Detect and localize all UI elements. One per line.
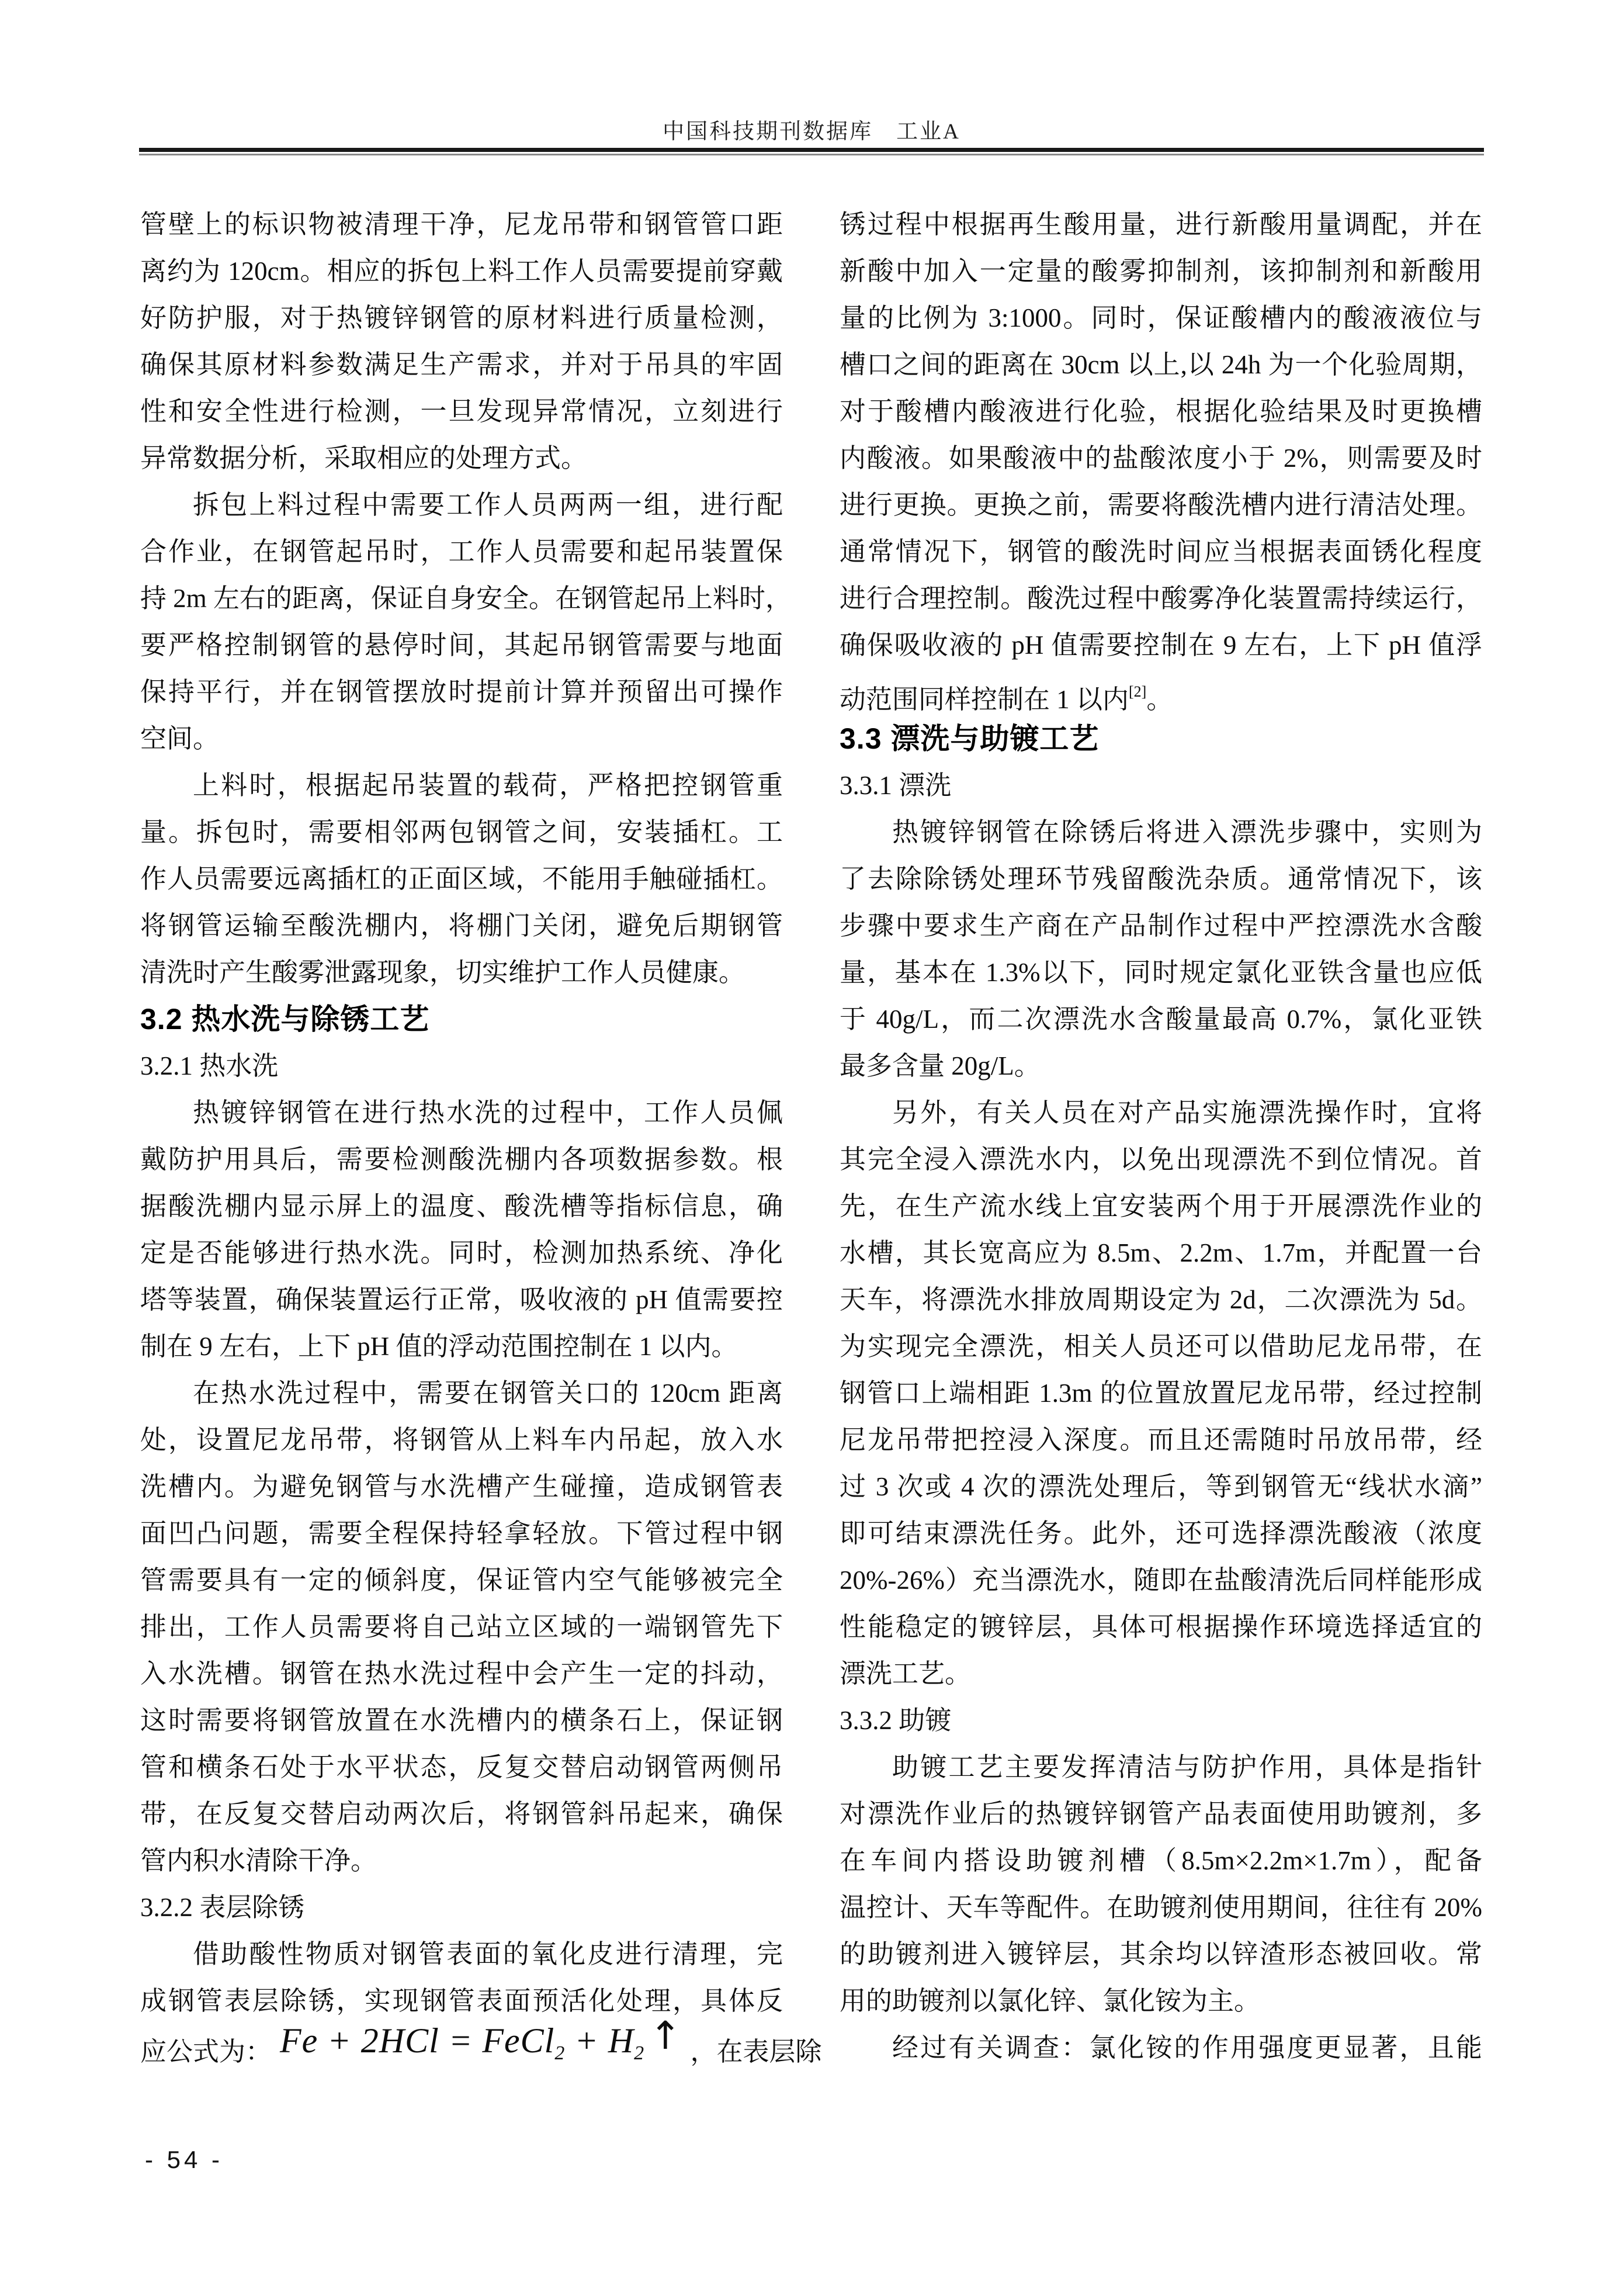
- text-line: 定是否能够进行热水洗。同时，检测加热系统、净化: [140, 1238, 783, 1268]
- text-line: 成钢管表层除锈，实现钢管表面预活化处理，具体反: [140, 1986, 783, 2016]
- text-line: 温控计、天车等配件。在助镀剂使用期间，往往有 20%: [840, 1893, 1482, 1922]
- chemical-formula: Fe + 2HCl = FeCl$_2$ + $H_2$ ↑: [280, 2013, 682, 2064]
- text-line: 入水洗槽。钢管在热水洗过程中会产生一定的抖动，: [140, 1659, 783, 1688]
- text-line: 热镀锌钢管在进行热水洗的过程中，工作人员佩: [193, 1098, 783, 1127]
- text-line: 拆包上料过程中需要工作人员两两一组，进行配: [193, 490, 783, 520]
- text-line: 尼龙吊带把控浸入深度。而且还需随时吊放吊带，经: [840, 1425, 1482, 1455]
- text-line: 管需要具有一定的倾斜度，保证管内空气能够被完全: [140, 1566, 783, 1595]
- text-line: 将钢管运输至酸洗棚内，将棚门关闭，避免后期钢管: [140, 911, 783, 940]
- text-line: 合作业，在钢管起吊时，工作人员需要和起吊装置保: [140, 537, 783, 566]
- header-rule: [139, 148, 1484, 152]
- text-line: 空间。: [140, 724, 220, 753]
- text-line: 水槽，其长宽高应为 8.5m、2.2m、1.7m，并配置一台: [840, 1238, 1482, 1268]
- text-line: 作人员需要远离插杠的正面区域，不能用手触碰插杠。: [140, 864, 783, 894]
- text-line: 管内积水清除干净。: [140, 1846, 377, 1875]
- text-line: 这时需要将钢管放置在水洗槽内的横条石上，保证钢: [140, 1706, 783, 1735]
- text-line: 借助酸性物质对钢管表面的氧化皮进行清理，完: [193, 1940, 783, 1969]
- subsection-heading: 3.3.1 漂洗: [840, 771, 952, 800]
- text-line: 要严格控制钢管的悬停时间，其起吊钢管需要与地面: [140, 631, 783, 660]
- text-line: 制在 9 左右，上下 pH 值的浮动范围控制在 1 以内。: [140, 1332, 738, 1361]
- text-line: 量，基本在 1.3%以下，同时规定氯化亚铁含量也应低: [840, 958, 1482, 987]
- section-heading: 3.3 漂洗与助镀工艺: [840, 722, 1100, 755]
- text-line: 槽口之间的距离在 30cm 以上,以 24h 为一个化验周期，: [840, 350, 1482, 379]
- text-line: 经过有关调查：氯化铵的作用强度更显著，且能: [892, 2033, 1482, 2062]
- text-line: 于 40g/L，而二次漂洗水含酸量最高 0.7%，氯化亚铁: [840, 1005, 1482, 1034]
- section-heading: 3.2 热水洗与除锈工艺: [140, 1003, 430, 1036]
- text-line: 量的比例为 3:1000。同时，保证酸槽内的酸液液位与: [840, 303, 1482, 333]
- text-line: 锈过程中根据再生酸用量，进行新酸用量调配，并在: [840, 210, 1482, 239]
- text-line: 新酸中加入一定量的酸雾抑制剂，该抑制剂和新酸用: [840, 257, 1482, 286]
- text-line: 钢管口上端相距 1.3m 的位置放置尼龙吊带，经过控制: [840, 1379, 1482, 1408]
- text-line: 对漂洗作业后的热镀锌钢管产品表面使用助镀剂，多: [840, 1799, 1482, 1829]
- subsection-heading: 3.2.1 热水洗: [140, 1051, 279, 1081]
- text-line: 的助镀剂进入镀锌层，其余均以锌渣形态被回收。常: [840, 1940, 1482, 1969]
- formula-line: 应公式为： Fe + 2HCl = FeCl$_2$ + $H_2$ ↑ ，在表层除: [140, 2024, 783, 2071]
- text-line: 内酸液。如果酸液中的盐酸浓度小于 2%，则需要及时: [840, 444, 1482, 473]
- text-line: 了去除除锈处理环节残留酸洗杂质。通常情况下，该: [840, 864, 1482, 894]
- text-line: 20%-26%）充当漂洗水，随即在盐酸清洗后同样能形成: [840, 1566, 1482, 1595]
- text-line: 通常情况下，钢管的酸洗时间应当根据表面锈化程度: [840, 537, 1482, 566]
- journal-header: 中国科技期刊数据库 工业A: [663, 120, 960, 144]
- text-line: 其完全浸入漂洗水内，以免出现漂洗不到位情况。首: [840, 1145, 1482, 1174]
- text-line: 助镀工艺主要发挥清洁与防护作用，具体是指针: [892, 1753, 1482, 1782]
- text-line: 过 3 次或 4 次的漂洗处理后，等到钢管无“线状水滴”: [840, 1472, 1482, 1501]
- text-line: 漂洗工艺。: [840, 1659, 972, 1688]
- subsection-heading: 3.3.2 助镀: [840, 1706, 952, 1735]
- page-number: - 54 -: [145, 2146, 224, 2173]
- text-line: 即可结束漂洗任务。此外，还可选择漂洗酸液（浓度: [840, 1519, 1482, 1548]
- text-line: 性能稳定的镀锌层，具体可根据操作环境选择适宜的: [840, 1612, 1482, 1642]
- text-line: 上料时，根据起吊装置的载荷，严格把控钢管重: [193, 771, 783, 800]
- text-line: 在热水洗过程中，需要在钢管关口的 120cm 距离: [193, 1379, 783, 1408]
- text-line: 确保吸收液的 pH 值需要控制在 9 左右，上下 pH 值浮: [840, 631, 1482, 660]
- text-line: 带，在反复交替启动两次后，将钢管斜吊起来，确保: [140, 1799, 783, 1829]
- text-line: 管和横条石处于水平状态，反复交替启动钢管两侧吊: [140, 1753, 783, 1782]
- text-line: 离约为 120cm。相应的拆包上料工作人员需要提前穿戴: [140, 257, 783, 286]
- text-line: 洗槽内。为避免钢管与水洗槽产生碰撞，造成钢管表: [140, 1472, 783, 1501]
- text-line: 塔等装置，确保装置运行正常，吸收液的 pH 值需要控: [140, 1285, 783, 1314]
- text-line: 确保其原材料参数满足生产需求，并对于吊具的牢固: [140, 350, 783, 379]
- text-line: 保持平行，并在钢管摆放时提前计算并预留出可操作: [140, 677, 783, 707]
- text-line: 动范围同样控制在 1 以内[2]。: [840, 683, 1173, 714]
- text-line: 用的助镀剂以氯化锌、氯化铵为主。: [840, 1986, 1261, 2016]
- text-line: 戴防护用具后，需要检测酸洗棚内各项数据参数。根: [140, 1145, 783, 1174]
- text-line: 热镀锌钢管在除锈后将进入漂洗步骤中，实则为: [892, 818, 1482, 847]
- text-line: 清洗时产生酸雾泄露现象，切实维护工作人员健康。: [140, 958, 745, 987]
- column-left: [140, 201, 822, 2071]
- text-line: 性和安全性进行检测，一旦发现异常情况，立刻进行: [140, 397, 783, 426]
- text-line: 面凹凸问题，需要全程保持轻拿轻放。下管过程中钢: [140, 1519, 783, 1548]
- text-line: 处，设置尼龙吊带，将钢管从上料车内吊起，放入水: [140, 1425, 783, 1455]
- text-line: 步骤中要求生产商在产品制作过程中严控漂洗水含酸: [840, 911, 1482, 940]
- text-line: 排出，工作人员需要将自己站立区域的一端钢管先下: [140, 1612, 783, 1642]
- text-line: 天车，将漂洗水排放周期设定为 2d，二次漂洗为 5d。: [840, 1285, 1482, 1314]
- text-line: 在车间内搭设助镀剂槽（8.5m×2.2m×1.7m），配备: [840, 1846, 1482, 1875]
- text-line: 量。拆包时，需要相邻两包钢管之间，安装插杠。工: [140, 818, 783, 847]
- text-line: 管壁上的标识物被清理干净，尼龙吊带和钢管管口距: [140, 210, 783, 239]
- citation-ref: [2]: [1129, 683, 1147, 700]
- text-line: 先，在生产流水线上宜安装两个用于开展漂洗作业的: [840, 1192, 1482, 1221]
- text-line: 最多含量 20g/L。: [840, 1051, 1041, 1081]
- text-line: 进行合理控制。酸洗过程中酸雾净化装置需持续运行，: [840, 584, 1482, 613]
- text-line: 据酸洗棚内显示屏上的温度、酸洗槽等指标信息，确: [140, 1192, 783, 1221]
- text-line: 异常数据分析，采取相应的处理方式。: [140, 444, 588, 473]
- text-line: 好防护服，对于热镀锌钢管的原材料进行质量检测，: [140, 303, 783, 333]
- text-line: 为实现完全漂洗，相关人员还可以借助尼龙吊带，在: [840, 1332, 1482, 1361]
- two-column-body: [140, 201, 1482, 2071]
- subsection-heading: 3.2.2 表层除锈: [140, 1893, 305, 1922]
- text-line: 进行更换。更换之前，需要将酸洗槽内进行清洁处理。: [840, 490, 1482, 520]
- column-right: [840, 201, 1482, 2071]
- text-line: 对于酸槽内酸液进行化验，根据化验结果及时更换槽: [840, 397, 1482, 426]
- text-line: 另外，有关人员在对产品实施漂洗操作时，宜将: [892, 1098, 1482, 1127]
- text-line: 持 2m 左右的距离，保证自身安全。在钢管起吊上料时，: [140, 584, 792, 613]
